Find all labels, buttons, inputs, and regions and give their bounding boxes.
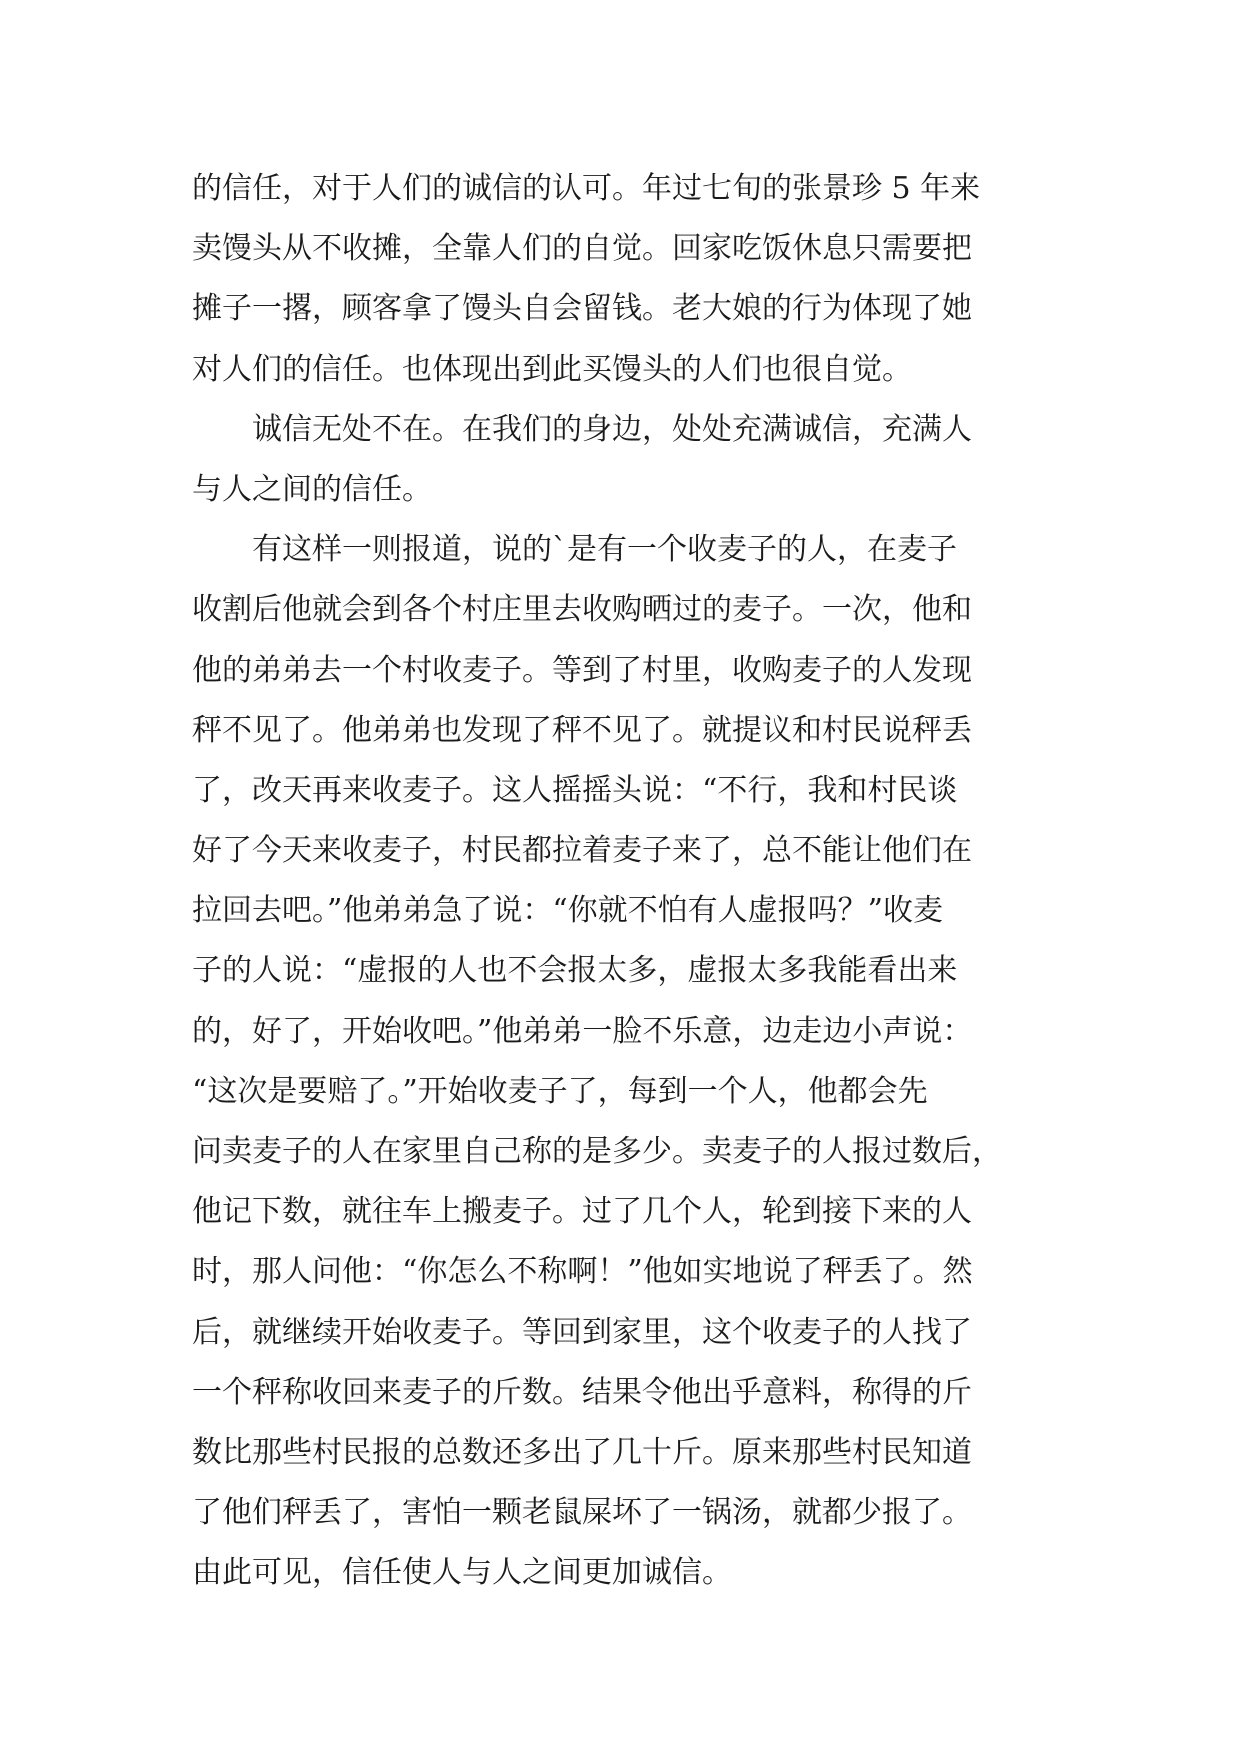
text-line: 数比那些村民报的总数还多出了几十斤。原来那些村民知道: [192, 1434, 972, 1470]
text-line: 好了今天来收麦子，村民都拉着麦子来了，总不能让他们在: [192, 833, 972, 869]
text-line-first: 有这样一则报道，说的`是有一个收麦子的人，在麦子: [252, 532, 957, 568]
body-text: [192, 159, 1092, 1604]
text-line: 与人之间的信任。: [192, 471, 432, 507]
text-line: “这次是要赔了。”开始收麦子了，每到一个人，他都会先: [192, 1073, 928, 1109]
text-line: 时，那人问他：“你怎么不称啊！”他如实地说了秤丢了。然: [192, 1254, 973, 1290]
text-line: 由此可见，信任使人与人之间更加诚信。: [192, 1555, 732, 1591]
text-line: 子的人说：“虚报的人也不会报太多，虚报太多我能看出来: [192, 953, 958, 989]
text-line: 摊子一撂，顾客拿了馒头自会留钱。老大娘的行为体现了她: [192, 291, 972, 327]
text-line: 的信任，对于人们的诚信的认可。年过七旬的张景珍 5 年来: [192, 171, 981, 206]
text-line: 一个秤称收回来麦子的斤数。结果令他出乎意料，称得的斤: [192, 1374, 972, 1410]
text-line-first: 诚信无处不在。在我们的身边，处处充满诚信，充满人: [252, 411, 972, 447]
paragraph-3: [192, 520, 1092, 1603]
text-line: 问卖麦子的人在家里自己称的是多少。卖麦子的人报过数后，: [192, 1134, 1002, 1169]
paragraph-1: [192, 159, 1092, 400]
text-line: 了他们秤丢了，害怕一颗老鼠屎坏了一锅汤，就都少报了。: [192, 1495, 972, 1531]
text-line: 拉回去吧。”他弟弟急了说：“你就不怕有人虚报吗？”收麦: [192, 893, 944, 929]
text-line: 后，就继续开始收麦子。等回到家里，这个收麦子的人找了: [192, 1314, 972, 1350]
text-line: 秤不见了。他弟弟也发现了秤不见了。就提议和村民说秤丢: [192, 712, 972, 748]
text-line: 他记下数，就往车上搬麦子。过了几个人，轮到接下来的人: [192, 1194, 972, 1230]
text-line: 了，改天再来收麦子。这人摇摇头说：“不行，我和村民谈: [192, 772, 958, 808]
text-line: 的，好了，开始收吧。”他弟弟一脸不乐意，边走边小声说：: [192, 1013, 973, 1049]
paragraph-2: [192, 400, 1092, 520]
text-line: 他的弟弟去一个村收麦子。等到了村里，收购麦子的人发现: [192, 652, 972, 688]
text-line: 收割后他就会到各个村庄里去收购晒过的麦子。一次，他和: [192, 592, 972, 628]
text-line: 卖馒头从不收摊，全靠人们的自觉。回家吃饭休息只需要把: [192, 231, 972, 267]
text-line: 对人们的信任。也体现出到此买馒头的人们也很自觉。: [192, 351, 912, 387]
